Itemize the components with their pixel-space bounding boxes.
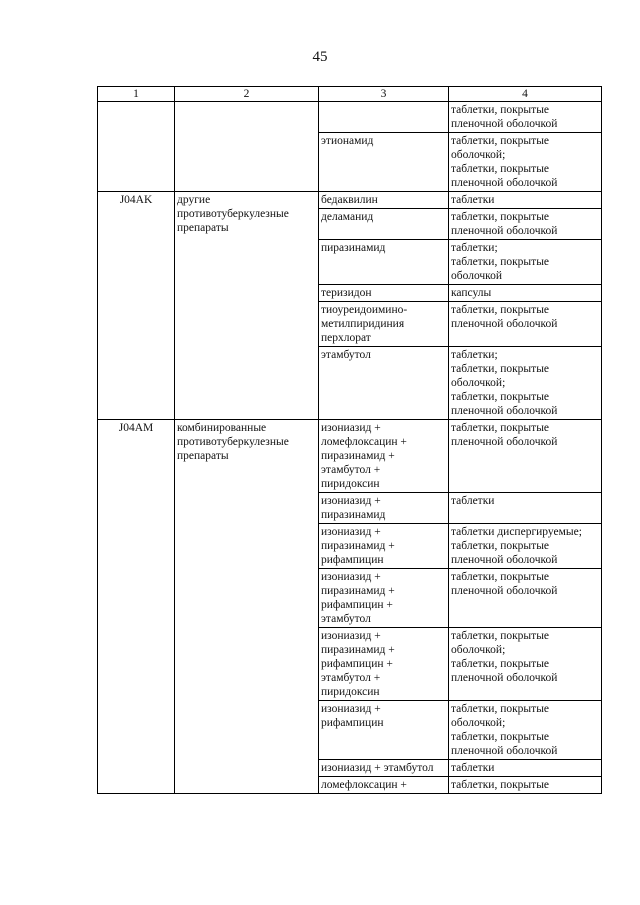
dosage-form: капсулы	[449, 285, 602, 302]
header-col-2: 2	[175, 87, 319, 102]
dosage-form: таблетки, покрытые	[449, 777, 602, 794]
group-name: комбинированные противотуберкулезные препараты	[175, 420, 319, 794]
header-col-3: 3	[319, 87, 449, 102]
drug-name: изониазид + пиразинамид	[319, 493, 449, 524]
dosage-form: таблетки, покрытые оболочкой; таблетки, покрытые пленочной оболочкой	[449, 701, 602, 760]
drug-name: изониазид + рифампицин	[319, 701, 449, 760]
table-row	[98, 102, 602, 133]
dosage-form: таблетки	[449, 760, 602, 777]
dosage-form: таблетки, покрытые пленочной оболочкой	[449, 420, 602, 493]
drug-table	[97, 86, 602, 794]
dosage-form: таблетки диспергируемые; таблетки, покрытые пленочной оболочкой	[449, 524, 602, 569]
dosage-form: таблетки; таблетки, покрытые оболочкой	[449, 240, 602, 285]
drug-name: изониазид + пиразинамид + рифампицин + этамбутол	[319, 569, 449, 628]
dosage-form: таблетки	[449, 493, 602, 524]
atc-code-cell	[98, 102, 175, 192]
drug-name: изониазид + ломефлоксацин + пиразинамид + этамбутол + пиридоксин	[319, 420, 449, 493]
drug-name: изониазид + пиразинамид + рифампицин	[319, 524, 449, 569]
drug-name: тиоуреидоимино- метилпиридиния перхлорат	[319, 302, 449, 347]
dosage-form: таблетки, покрытые пленочной оболочкой	[449, 302, 602, 347]
atc-code: J04AK	[98, 192, 175, 420]
group-cell	[175, 102, 319, 192]
atc-code: J04AM	[98, 420, 175, 794]
table-row	[98, 192, 602, 209]
dosage-form: таблетки; таблетки, покрытые оболочкой; таблетки, покрытые пленочной оболочкой	[449, 347, 602, 420]
drug-name: бедаквилин	[319, 192, 449, 209]
drug-name: изониазид + пиразинамид + рифампицин + этамбутол + пиридоксин	[319, 628, 449, 701]
drug-name: ломефлоксацин +	[319, 777, 449, 794]
drug-name: пиразинамид	[319, 240, 449, 285]
drug-name: деламанид	[319, 209, 449, 240]
dosage-form: таблетки, покрытые оболочкой; таблетки, покрытые пленочной оболочкой	[449, 628, 602, 701]
dosage-form: таблетки	[449, 192, 602, 209]
drug-name: теризидон	[319, 285, 449, 302]
table-row	[98, 420, 602, 493]
dosage-form: таблетки, покрытые пленочной оболочкой	[449, 102, 602, 133]
drug-name: этамбутол	[319, 347, 449, 420]
drug-name: этионамид	[319, 133, 449, 192]
page-number: 45	[312, 49, 328, 65]
dosage-form: таблетки, покрытые оболочкой; таблетки, покрытые пленочной оболочкой	[449, 133, 602, 192]
drug-name	[319, 102, 449, 133]
dosage-form: таблетки, покрытые пленочной оболочкой	[449, 569, 602, 628]
header-col-4: 4	[449, 87, 602, 102]
group-name: другие противотуберкулезные препараты	[175, 192, 319, 420]
header-row	[98, 87, 602, 102]
header-col-1: 1	[98, 87, 175, 102]
drug-name: изониазид + этамбутол	[319, 760, 449, 777]
dosage-form: таблетки, покрытые пленочной оболочкой	[449, 209, 602, 240]
